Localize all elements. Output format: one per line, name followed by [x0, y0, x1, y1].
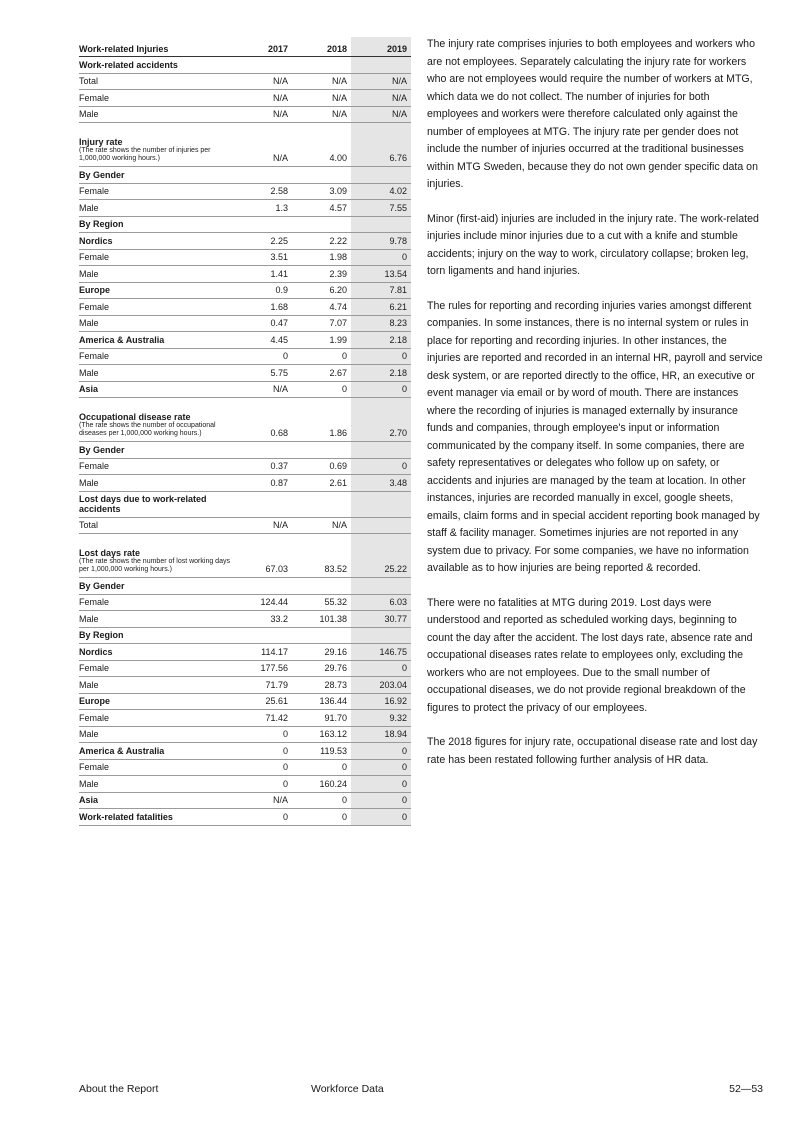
- cell-2017: 114.17: [233, 644, 292, 661]
- paragraph-reporting-rules: The rules for reporting and recording injuries varies amongst different companies. In some instances, there is no internal system or rules in place for reporting and recording injuries. In other instances, the injuries are reported and recorded in an internal HR, payroll and service desk system, or are reported directly to the office, HR, an executive or event manager via email or by word of mouth. There are instances where the recording of injuries is managed externally by insurance funds and companies, through employee's input or information communicated by the company itself. In some companies, there are safety representatives or delegates who follow up on safety, or accidents and injuries are managed by the team at location. In other instances, injuries are recorded manually in excel, google sheets, emails, claim forms and in special accident reporting book managed by staff & facility manager. Sometimes injuries are not reported in any system due to privacy. For some companies, we have no information available as to how injuries are being reported & recorded.: [427, 299, 763, 574]
- header-2019: 2019: [351, 37, 411, 57]
- cell-2019: 7.55: [351, 200, 411, 217]
- table-row: [79, 677, 411, 694]
- row-label: [79, 200, 233, 217]
- row-label: [79, 365, 233, 382]
- row-label-text: Total: [79, 76, 99, 86]
- table-row: [79, 73, 411, 90]
- table-row: [79, 759, 411, 776]
- paragraph-injury-rate: The injury rate comprises injuries to both employees and workers who are not employees. Separately calculating the injury rate for workers who are not employees would require the number of workers at MTG, which data we do not collect. The number of injuries for both employees and workers were therefore calculated only against the number of employees at MTG. The injury rate per gender does not include the number of injuries occurred at the traditional businesses within MTG Sweden, because they do not own gender specific data on injuries.: [427, 38, 758, 190]
- cell-2017: N/A: [233, 90, 292, 107]
- table-row: [79, 90, 411, 107]
- row-label-text: Male: [79, 268, 99, 279]
- table-row: [79, 627, 411, 644]
- cell-2017: [233, 491, 292, 517]
- cell-2017: 0.47: [233, 315, 292, 332]
- cell-2017: 1.68: [233, 299, 292, 316]
- row-label: [79, 398, 233, 442]
- cell-2019: 0: [351, 348, 411, 365]
- cell-2019: 13.54: [351, 266, 411, 283]
- cell-2017: [233, 578, 292, 595]
- cell-2018: 91.70: [292, 710, 351, 727]
- cell-2018: 101.38: [292, 611, 351, 628]
- cell-2018: 160.24: [292, 776, 351, 793]
- cell-2017: N/A: [233, 381, 292, 398]
- table-row: [79, 693, 411, 710]
- cell-2018: 1.86: [292, 398, 351, 442]
- cell-2019: 6.03: [351, 594, 411, 611]
- cell-2019: 0: [351, 381, 411, 398]
- cell-2017: 1.41: [233, 266, 292, 283]
- row-label: [79, 90, 233, 107]
- cell-2018: 0: [292, 809, 351, 826]
- paragraph-fatalities: There were no fatalities at MTG during 2019. Lost days were understood and reported as scheduled working days, beginning to count the day after the accident. The lost days rate, absence rate and occupational diseases rates relate to employees only, excluding the workers who are not employees. Due to the small number of occupational diseases, we do not provide regional breakdown of the figures to protect the privacy of our employees.: [427, 596, 753, 714]
- table-row: [79, 123, 411, 167]
- table-row: [79, 183, 411, 200]
- cell-2017: 1.3: [233, 200, 292, 217]
- cell-2018: 55.32: [292, 594, 351, 611]
- cell-2017: 0: [233, 726, 292, 743]
- cell-2019: 4.02: [351, 183, 411, 200]
- cell-2019: 9.32: [351, 710, 411, 727]
- row-label: [79, 458, 233, 475]
- row-label: [79, 693, 233, 710]
- row-label: [79, 627, 233, 644]
- table-row: [79, 233, 411, 250]
- row-label-text: By Gender: [79, 580, 125, 591]
- cell-2018: 1.99: [292, 332, 351, 349]
- row-label-text: Work-related fatalities: [79, 811, 173, 822]
- row-label: [79, 792, 233, 809]
- cell-2018: 4.57: [292, 200, 351, 217]
- row-label: [79, 123, 233, 167]
- footer-section-link: About the Report: [79, 1083, 159, 1095]
- table-row: [79, 315, 411, 332]
- cell-2018: 6.20: [292, 282, 351, 299]
- cell-2019: 16.92: [351, 693, 411, 710]
- cell-2018: 0: [292, 792, 351, 809]
- cell-2019: [351, 167, 411, 184]
- table-row: [79, 398, 411, 442]
- cell-2019: [351, 517, 411, 534]
- cell-2018: 4.00: [292, 123, 351, 167]
- cell-2017: 0.87: [233, 475, 292, 492]
- cell-2017: 0: [233, 348, 292, 365]
- cell-2019: 8.23: [351, 315, 411, 332]
- row-label: [79, 677, 233, 694]
- cell-2017: 0.68: [233, 398, 292, 442]
- table-row: [79, 442, 411, 459]
- cell-2017: 0: [233, 809, 292, 826]
- row-label-text: Female: [79, 186, 110, 196]
- cell-2017: 5.75: [233, 365, 292, 382]
- row-label: [79, 381, 233, 398]
- row-label: [79, 776, 233, 793]
- footer-chapter: Workforce Data: [311, 1083, 384, 1095]
- injuries-table: [79, 37, 411, 826]
- row-label: [79, 594, 233, 611]
- row-label-text: Injury rate: [79, 137, 123, 147]
- row-note: (The rate shows the number of lost working days per 1,000,000 working hours.): [79, 558, 230, 573]
- row-label-text: By Region: [79, 630, 124, 640]
- cell-2019: 2.70: [351, 398, 411, 442]
- cell-2018: [292, 442, 351, 459]
- cell-2019: 30.77: [351, 611, 411, 628]
- cell-2019: 2.18: [351, 332, 411, 349]
- cell-2017: 0.9: [233, 282, 292, 299]
- cell-2018: [292, 627, 351, 644]
- row-label-text: Female: [79, 461, 110, 471]
- cell-2017: [233, 167, 292, 184]
- row-label: [79, 233, 233, 250]
- row-label: [79, 216, 233, 233]
- row-label: [79, 644, 233, 661]
- row-label: [79, 578, 233, 595]
- cell-2019: 0: [351, 249, 411, 266]
- cell-2019: N/A: [351, 90, 411, 107]
- row-label-text: Female: [79, 92, 110, 103]
- cell-2017: 71.79: [233, 677, 292, 694]
- cell-2017: 0: [233, 743, 292, 760]
- cell-2019: 2.18: [351, 365, 411, 382]
- cell-2019: 3.48: [351, 475, 411, 492]
- row-label: [79, 282, 233, 299]
- table-row: [79, 249, 411, 266]
- table-row: [79, 809, 411, 826]
- table-row: [79, 710, 411, 727]
- row-label: [79, 759, 233, 776]
- table-row: [79, 776, 411, 793]
- row-label-text: Work-related accidents: [79, 59, 178, 70]
- row-note: (The rate shows the number of injuries per 1,000,000 working hours.): [79, 147, 211, 162]
- row-label-text: Female: [79, 597, 110, 607]
- row-label: [79, 743, 233, 760]
- cell-2018: [292, 167, 351, 184]
- cell-2019: 0: [351, 660, 411, 677]
- row-label-text: By Gender: [79, 444, 125, 455]
- cell-2018: 2.67: [292, 365, 351, 382]
- cell-2017: 2.58: [233, 183, 292, 200]
- cell-2018: N/A: [292, 517, 351, 534]
- row-label-text: Male: [79, 367, 99, 378]
- table-row: [79, 106, 411, 123]
- row-label: [79, 611, 233, 628]
- cell-2019: [351, 216, 411, 233]
- cell-2018: 29.76: [292, 660, 351, 677]
- row-label-text: Europe: [79, 696, 111, 706]
- header-label: Work-related Injuries: [79, 37, 233, 57]
- table-row: [79, 200, 411, 217]
- row-label: [79, 726, 233, 743]
- row-label-text: Total: [79, 520, 99, 530]
- row-label-text: Nordics: [79, 646, 113, 657]
- table-body: [79, 57, 411, 826]
- cell-2017: 3.51: [233, 249, 292, 266]
- cell-2019: 6.21: [351, 299, 411, 316]
- row-label-text: Europe: [79, 285, 111, 295]
- cell-2019: [351, 57, 411, 74]
- row-label: [79, 348, 233, 365]
- cell-2018: [292, 216, 351, 233]
- cell-2018: 119.53: [292, 743, 351, 760]
- cell-2017: 33.2: [233, 611, 292, 628]
- cell-2019: 7.81: [351, 282, 411, 299]
- table-row: [79, 578, 411, 595]
- cell-2017: 25.61: [233, 693, 292, 710]
- table-row: [79, 475, 411, 492]
- cell-2018: N/A: [292, 106, 351, 123]
- row-label-text: Occupational disease rate: [79, 412, 191, 422]
- cell-2017: [233, 216, 292, 233]
- row-label: [79, 167, 233, 184]
- cell-2018: 136.44: [292, 693, 351, 710]
- table-row: [79, 332, 411, 349]
- row-label-text: By Region: [79, 219, 124, 229]
- table-row: [79, 167, 411, 184]
- row-label: [79, 660, 233, 677]
- cell-2019: [351, 578, 411, 595]
- row-label: [79, 710, 233, 727]
- cell-2017: 177.56: [233, 660, 292, 677]
- cell-2017: N/A: [233, 106, 292, 123]
- row-note: (The rate shows the number of occupational diseases per 1,000,000 working hours.): [79, 422, 216, 437]
- cell-2019: [351, 491, 411, 517]
- header-2017: 2017: [233, 37, 292, 57]
- row-label: [79, 183, 233, 200]
- cell-2018: 83.52: [292, 534, 351, 578]
- table-row: [79, 660, 411, 677]
- cell-2018: 0: [292, 381, 351, 398]
- cell-2019: [351, 627, 411, 644]
- row-label-text: Nordics: [79, 235, 113, 246]
- table-row: [79, 611, 411, 628]
- cell-2018: 2.22: [292, 233, 351, 250]
- cell-2018: 2.61: [292, 475, 351, 492]
- row-label-text: Lost days due to work-related accidents: [79, 493, 207, 514]
- cell-2017: [233, 442, 292, 459]
- row-label-text: Lost days rate: [79, 548, 141, 558]
- table-row: [79, 266, 411, 283]
- row-label-text: Male: [79, 729, 99, 739]
- row-label-text: Male: [79, 613, 99, 624]
- row-label-text: Male: [79, 109, 99, 119]
- table-row: [79, 743, 411, 760]
- cell-2019: [351, 442, 411, 459]
- row-label-text: Female: [79, 663, 110, 673]
- cell-2017: 0.37: [233, 458, 292, 475]
- cell-2019: 146.75: [351, 644, 411, 661]
- cell-2017: [233, 57, 292, 74]
- cell-2019: 0: [351, 743, 411, 760]
- cell-2018: 29.16: [292, 644, 351, 661]
- table-row: [79, 348, 411, 365]
- cell-2018: 28.73: [292, 677, 351, 694]
- row-label-text: Female: [79, 762, 110, 772]
- row-label: [79, 809, 233, 826]
- cell-2017: N/A: [233, 123, 292, 167]
- header-2018: 2018: [292, 37, 351, 57]
- cell-2019: 18.94: [351, 726, 411, 743]
- table-row: [79, 365, 411, 382]
- cell-2017: 67.03: [233, 534, 292, 578]
- cell-2017: 0: [233, 776, 292, 793]
- row-label-text: Asia: [79, 795, 99, 805]
- cell-2019: 9.78: [351, 233, 411, 250]
- cell-2017: N/A: [233, 517, 292, 534]
- row-label: [79, 106, 233, 123]
- table-row: [79, 458, 411, 475]
- cell-2019: 0: [351, 458, 411, 475]
- row-label-text: By Gender: [79, 169, 125, 180]
- row-label-text: America & Australia: [79, 334, 165, 345]
- table-row: [79, 216, 411, 233]
- cell-2019: 0: [351, 776, 411, 793]
- cell-2018: 3.09: [292, 183, 351, 200]
- row-label-text: Male: [79, 318, 99, 328]
- cell-2018: 0: [292, 759, 351, 776]
- text-column: [427, 36, 763, 786]
- cell-2018: [292, 491, 351, 517]
- table-row: [79, 57, 411, 74]
- cell-2018: [292, 578, 351, 595]
- table-row: [79, 726, 411, 743]
- row-label: [79, 475, 233, 492]
- table-row: [79, 517, 411, 534]
- cell-2019: 0: [351, 809, 411, 826]
- row-label-text: Asia: [79, 384, 99, 394]
- row-label: [79, 266, 233, 283]
- row-label-text: Female: [79, 301, 110, 312]
- table-header-row: [79, 37, 411, 57]
- row-label: [79, 332, 233, 349]
- row-label: [79, 57, 233, 74]
- cell-2019: 0: [351, 792, 411, 809]
- row-label-text: Male: [79, 679, 99, 690]
- cell-2017: 124.44: [233, 594, 292, 611]
- row-label: [79, 73, 233, 90]
- row-label-text: Female: [79, 351, 110, 361]
- injuries-table-container: [79, 37, 411, 826]
- cell-2017: N/A: [233, 792, 292, 809]
- cell-2018: 2.39: [292, 266, 351, 283]
- cell-2019: 0: [351, 759, 411, 776]
- cell-2017: 0: [233, 759, 292, 776]
- table-row: [79, 644, 411, 661]
- cell-2018: 7.07: [292, 315, 351, 332]
- row-label: [79, 534, 233, 578]
- cell-2017: [233, 627, 292, 644]
- paragraph-minor-injuries: Minor (first-aid) injuries are included in the injury rate. The work-related injuries include minor injuries due to a cut with a knife and stumble accidents; injury on the way to work, circulatory collapse; broken leg, torn ligaments and hand injuries.: [427, 212, 759, 277]
- cell-2019: 203.04: [351, 677, 411, 694]
- cell-2018: N/A: [292, 90, 351, 107]
- row-label-text: Male: [79, 477, 99, 488]
- row-label: [79, 249, 233, 266]
- row-label: [79, 299, 233, 316]
- table-row: [79, 381, 411, 398]
- table-row: [79, 282, 411, 299]
- table-row: [79, 491, 411, 517]
- row-label: [79, 315, 233, 332]
- paragraph-restatement: The 2018 figures for injury rate, occupational disease rate and lost day rate has been restated following further analysis of HR data.: [427, 736, 758, 766]
- row-label: [79, 491, 233, 517]
- cell-2018: 0.69: [292, 458, 351, 475]
- cell-2018: [292, 57, 351, 74]
- row-label-text: Male: [79, 778, 99, 789]
- cell-2019: N/A: [351, 73, 411, 90]
- cell-2017: 2.25: [233, 233, 292, 250]
- page-number: 52—53: [729, 1083, 763, 1095]
- table-row: [79, 594, 411, 611]
- table-row: [79, 792, 411, 809]
- cell-2017: 4.45: [233, 332, 292, 349]
- cell-2019: N/A: [351, 106, 411, 123]
- cell-2019: 25.22: [351, 534, 411, 578]
- cell-2017: 71.42: [233, 710, 292, 727]
- row-label: [79, 442, 233, 459]
- row-label: [79, 517, 233, 534]
- row-label-text: America & Australia: [79, 745, 165, 756]
- cell-2018: 163.12: [292, 726, 351, 743]
- row-label-text: Female: [79, 252, 110, 262]
- cell-2018: 1.98: [292, 249, 351, 266]
- cell-2019: 6.76: [351, 123, 411, 167]
- cell-2018: 4.74: [292, 299, 351, 316]
- table-row: [79, 299, 411, 316]
- cell-2018: N/A: [292, 73, 351, 90]
- table-row: [79, 534, 411, 578]
- row-label-text: Male: [79, 202, 99, 213]
- cell-2017: N/A: [233, 73, 292, 90]
- cell-2018: 0: [292, 348, 351, 365]
- row-label-text: Female: [79, 712, 110, 723]
